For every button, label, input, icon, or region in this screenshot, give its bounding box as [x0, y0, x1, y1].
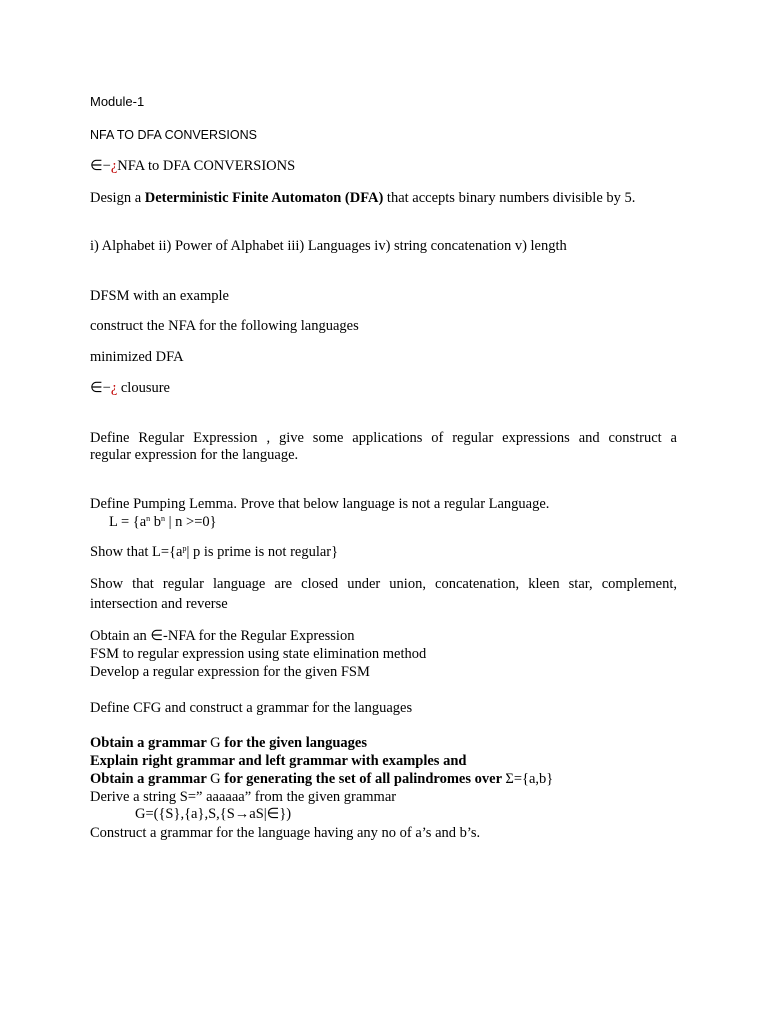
inverted-question-mark: ¿ — [110, 380, 118, 396]
epsilon-nfa-heading: ∈−¿NFA to DFA CONVERSIONS — [90, 158, 296, 174]
design-dfa-question: Design a Deterministic Finite Automaton (DFA) that accepts binary numbers divisible by 5. — [90, 190, 636, 206]
epsilon-symbol: ∈− — [90, 380, 111, 396]
fsm-regex-question: FSM to regular expression using state elimination method — [90, 646, 427, 662]
closure-properties-line1: Show that regular language are closed under union, concatenation, kleen star, complement, — [90, 576, 677, 592]
develop-regex-question: Develop a regular expression for the given FSM — [90, 664, 370, 680]
closure-properties-line2: intersection and reverse — [90, 596, 228, 612]
prime-question: Show that $L=\{a^p|$ p is prime is not regular} — [90, 544, 339, 560]
dfsm-question: DFSM with an example — [90, 288, 229, 304]
obtain-enfa-question: Obtain an ∈-NFA for the Regular Expression — [90, 628, 355, 644]
palindrome-grammar-question: Obtain a grammar G for generating the set of all palindromes over Σ={a,b} — [90, 771, 554, 787]
pumping-lemma-question: Define Pumping Lemma. Prove that below language is not a regular Language. — [90, 496, 550, 512]
epsilon-closure-question: ∈−¿ clousure — [90, 380, 170, 396]
nfa-dfa-heading: NFA TO DFA CONVERSIONS — [90, 128, 257, 142]
construct-grammar-question: Construct a grammar for the language having any no of a’s and b’s. — [90, 825, 481, 841]
construct-nfa-question: construct the NFA for the following languages — [90, 318, 359, 334]
explain-grammar-question: Explain right grammar and left grammar with examples and — [90, 753, 467, 769]
alphabet-question: i) Alphabet ii) Power of Alphabet iii) Languages iv) string concatenation v) length — [90, 238, 567, 254]
cfg-question: Define CFG and construct a grammar for the languages — [90, 700, 413, 716]
regex-question-line1: Define Regular Expression , give some applications of regular expressions and construct a — [90, 430, 677, 446]
inverted-question-mark: ¿ — [110, 158, 118, 174]
minimized-dfa-question: minimized DFA — [90, 349, 184, 365]
module-heading: Module-1 — [90, 94, 145, 109]
grammar-definition: G=({S},{a},S,{S→aS|∈}) — [135, 806, 292, 822]
epsilon-symbol: ∈− — [90, 158, 111, 174]
obtain-grammar-question: Obtain a grammar G for the given languages — [90, 735, 367, 751]
derive-string-question: Derive a string S=” aaaaaa” from the given grammar — [90, 789, 397, 805]
regex-question-line2: regular expression for the language. — [90, 447, 299, 463]
language-definition: $L = \{a^n$ $b^n$ | n >=0} — [109, 514, 217, 530]
